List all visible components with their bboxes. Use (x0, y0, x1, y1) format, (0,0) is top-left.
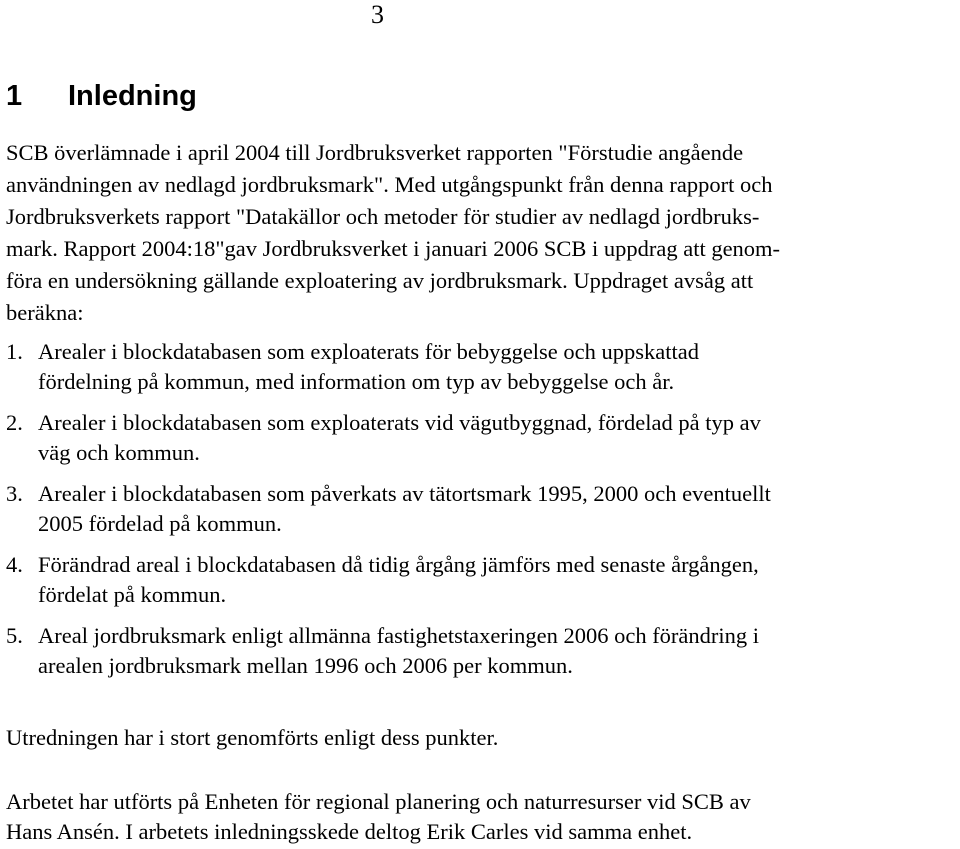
list-item-continuation: 2005 fördelad på kommun. (38, 511, 282, 536)
list-item-continuation: arealen jordbruksmark mellan 1996 och 2006 per kommun. (38, 653, 573, 678)
list-item-number: 4. (6, 552, 23, 577)
list-item (6, 479, 771, 509)
intro-line: SCB överlämnade i april 2004 till Jordbruksverket rapporten "Förstudie angående (6, 140, 744, 165)
intro-line: beräkna: (6, 300, 84, 325)
section-number: 1 (6, 80, 23, 112)
list-item-text: Areal jordbruksmark enligt allmänna fastighetstaxeringen 2006 och förändring i (38, 623, 760, 648)
list-item-continuation: fördelning på kommun, med information om typ av bebyggelse och år. (38, 369, 675, 394)
list-item-continuation: fördelat på kommun. (38, 582, 227, 607)
list-item-text: Arealer i blockdatabasen som exploaterats vid vägutbyggnad, fördelad på typ av (38, 410, 761, 435)
list-item-text: Arealer i blockdatabasen som påverkats av tätortsmark 1995, 2000 och eventuellt (38, 481, 771, 506)
page-number: 3 (371, 0, 384, 29)
credits-line: Arbetet har utförts på Enheten för regional planering och naturresurser vid SCB av (6, 789, 751, 814)
list-item-number: 5. (6, 623, 23, 648)
intro-line: användningen av nedlagd jordbruksmark". Med utgångspunkt från denna rapport och (6, 172, 773, 197)
list-item-text: Arealer i blockdatabasen som exploaterats för bebyggelse och uppskattad (38, 339, 700, 364)
section-heading (6, 78, 197, 114)
list-item-number: 1. (6, 339, 23, 364)
list-item (6, 337, 699, 367)
list-item-text: Förändrad areal i blockdatabasen då tidig årgång jämförs med senaste årgången, (38, 552, 759, 577)
list-item (6, 408, 761, 438)
list-item-continuation: väg och kommun. (38, 440, 200, 465)
credits-line: Hans Ansén. I arbetets inledningsskede deltog Erik Carles vid samma enhet. (6, 819, 693, 844)
list-item-number: 3. (6, 481, 23, 506)
list-item (6, 621, 759, 651)
list-item-number: 2. (6, 410, 23, 435)
summary-paragraph: Utredningen har i stort genomförts enligt dess punkter. (6, 725, 499, 750)
intro-line: Jordbruksverkets rapport "Datakällor och metoder för studier av nedlagd jordbruks- (6, 204, 760, 229)
section-title: Inledning (68, 80, 197, 112)
intro-line: mark. Rapport 2004:18"gav Jordbruksverket i januari 2006 SCB i uppdrag att genom- (6, 236, 781, 261)
list-item (6, 550, 759, 580)
intro-line: föra en undersökning gällande exploatering av jordbruksmark. Uppdraget avsåg att (6, 268, 754, 293)
